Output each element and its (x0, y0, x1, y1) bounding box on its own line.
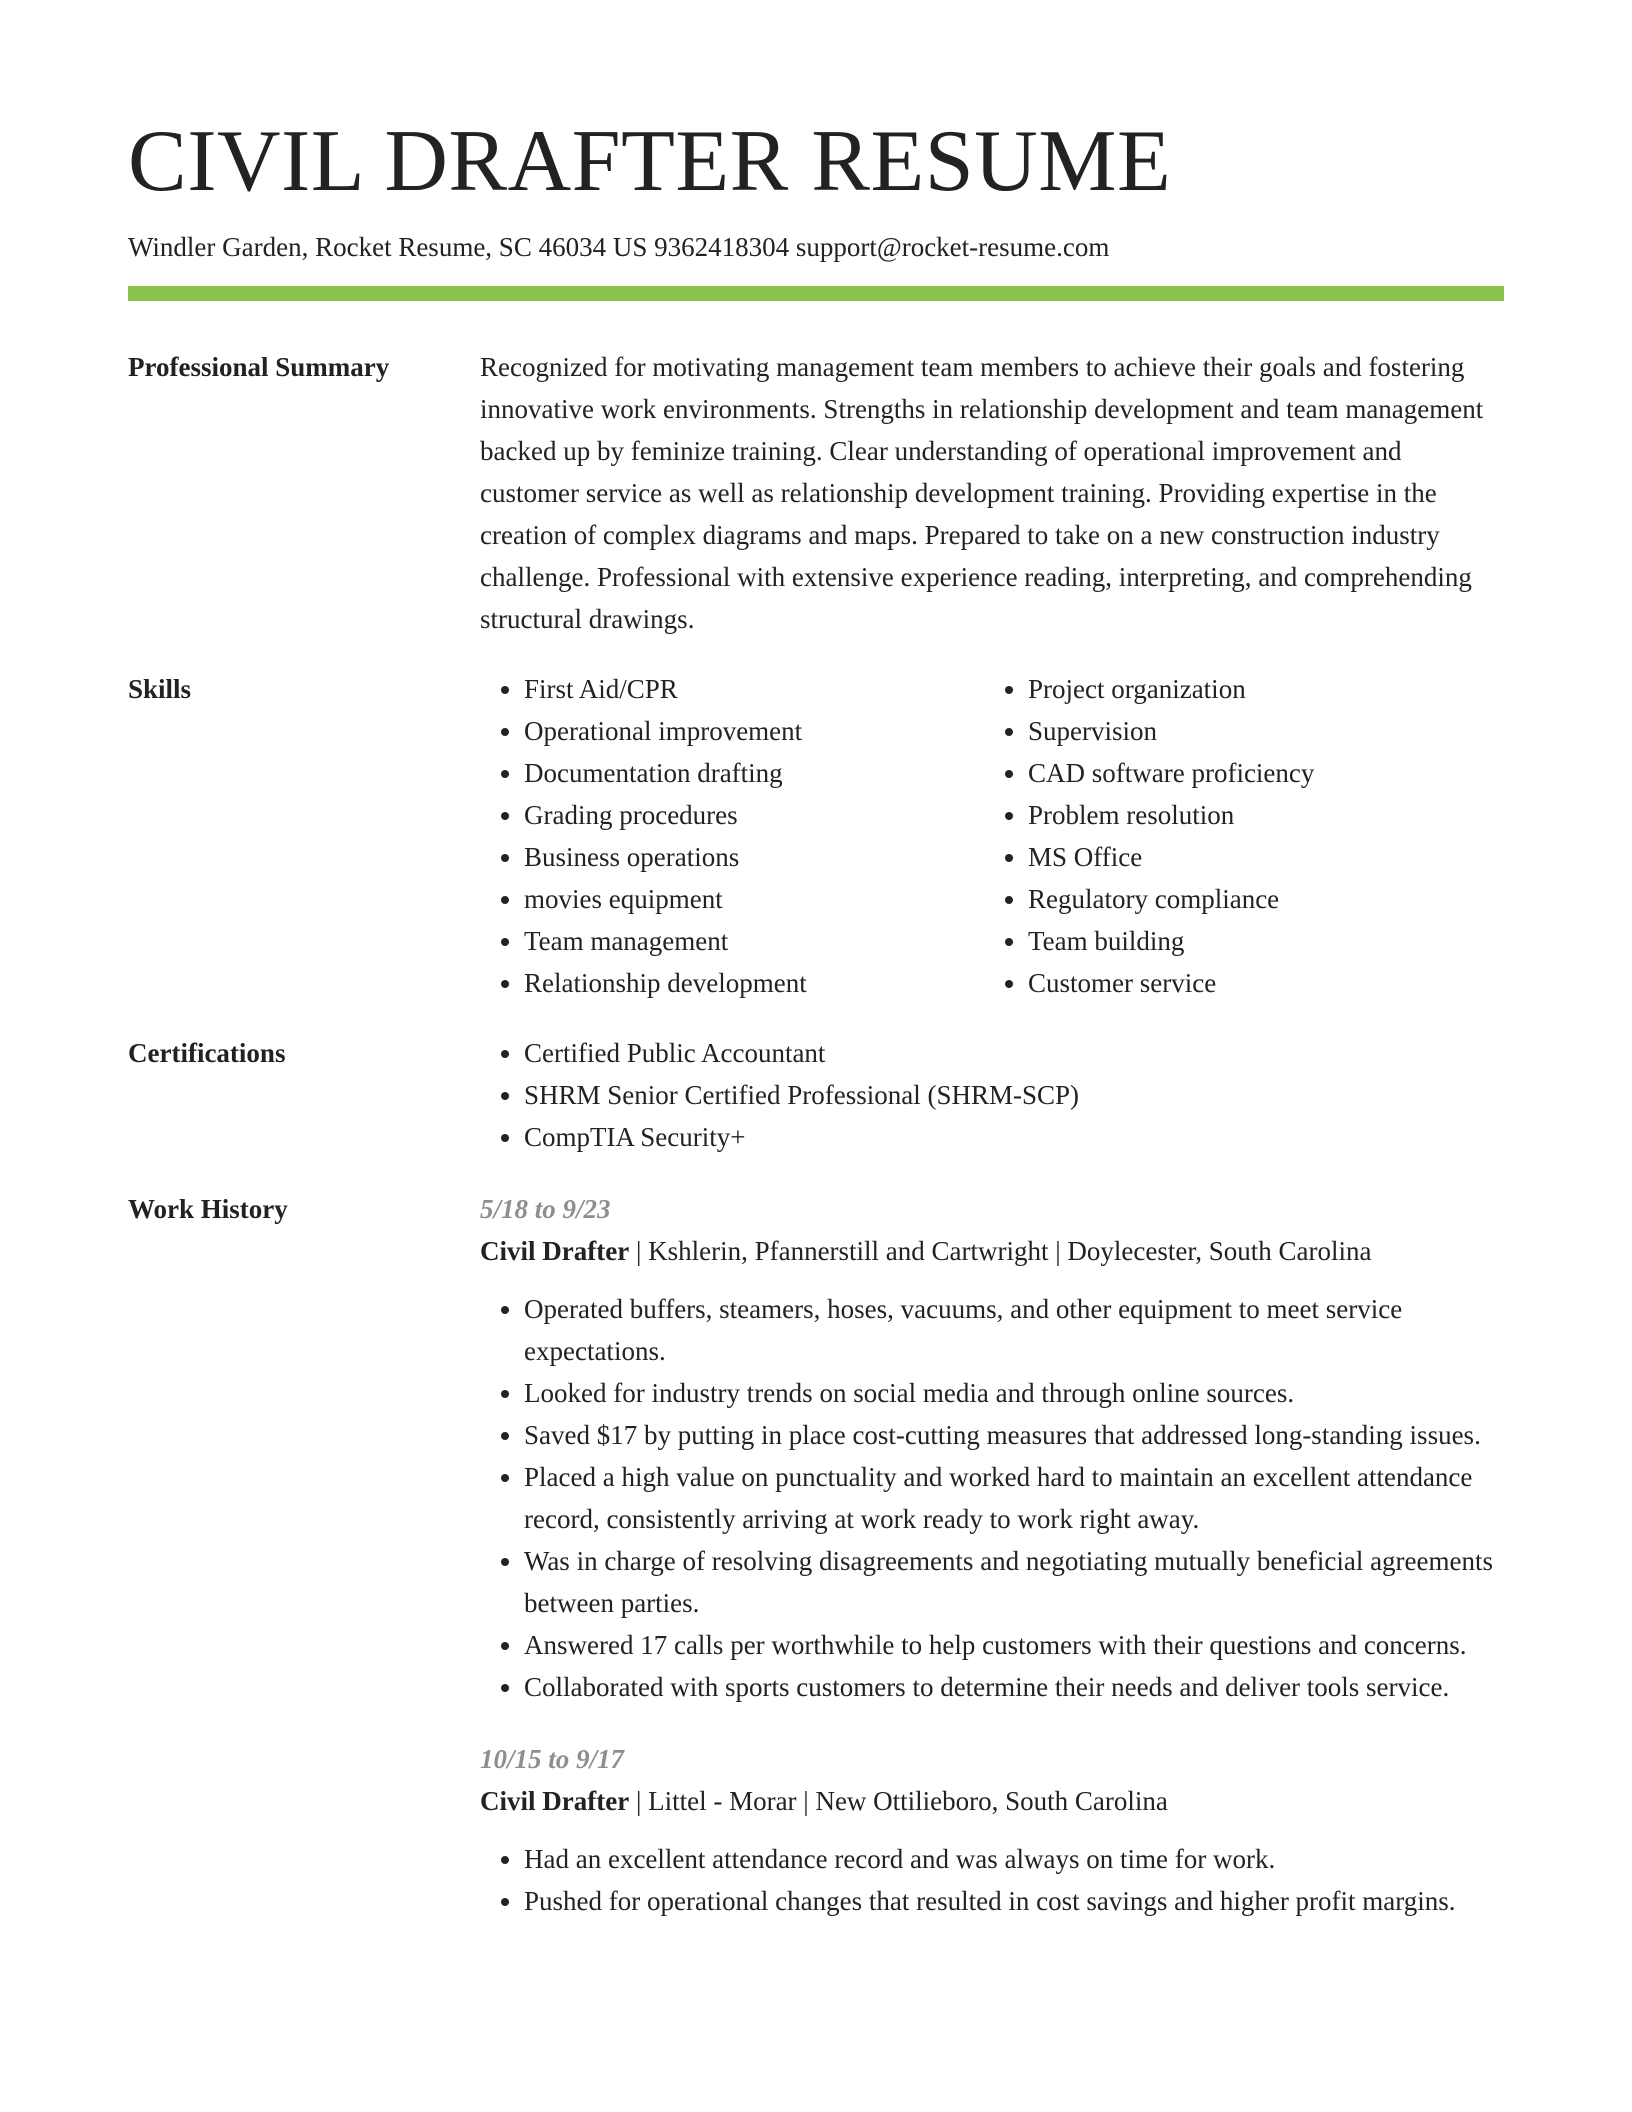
accent-divider (128, 286, 1504, 301)
certification-item: • SHRM Senior Certified Professional (SHRM-SCP) (524, 1074, 1504, 1116)
section-label-summary: Professional Summary (128, 352, 390, 382)
skills-list-left (480, 668, 984, 1004)
skills-list-right (984, 668, 1532, 1004)
job-bullets (480, 1838, 1504, 1922)
job-entry (480, 1188, 1504, 1708)
section-label-certifications: Certifications (128, 1038, 286, 1068)
job-employer-location: | Kshlerin, Pfannerstill and Cartwright | Doylecester, South Carolina (629, 1236, 1372, 1266)
section-label-work-history: Work History (128, 1194, 288, 1224)
job-dates: 10/15 to 9/17 (480, 1744, 625, 1774)
skill-item: • Regulatory compliance (1028, 878, 1532, 920)
resume-title: CIVIL DRAFTER RESUME (128, 113, 1172, 210)
certification-item: • CompTIA Security+ (524, 1116, 1504, 1158)
job-title: Civil Drafter (480, 1236, 630, 1266)
job-bullet: • Saved $17 by putting in place cost-cutting measures that addressed long-standing issues. (524, 1414, 1504, 1456)
skill-item: • MS Office (1028, 836, 1532, 878)
skill-item: • Grading procedures (524, 794, 984, 836)
skill-item: • First Aid/CPR (524, 668, 984, 710)
certifications-list (480, 1032, 1504, 1158)
job-bullet: • Operated buffers, steamers, hoses, vacuums, and other equipment to meet service expectations. (524, 1288, 1504, 1372)
job-title: Civil Drafter (480, 1786, 630, 1816)
skill-item: • Relationship development (524, 962, 984, 1004)
work-history-body (480, 1188, 1504, 1922)
job-bullets (480, 1288, 1504, 1708)
job-entry (480, 1738, 1504, 1922)
skill-item: • Supervision (1028, 710, 1532, 752)
skill-item: • Team management (524, 920, 984, 962)
job-employer-location: | Littel - Morar | New Ottilieboro, South Carolina (629, 1786, 1168, 1816)
job-heading (480, 1230, 1504, 1272)
contact-line: Windler Garden, Rocket Resume, SC 46034 US 9362418304 support@rocket-resume.com (128, 232, 1110, 262)
skill-item: • Team building (1028, 920, 1532, 962)
summary-text: Recognized for motivating management team members to achieve their goals and fostering innovative work environments. Strengths in relationship development and team management backed up by feminize training. Clear understanding of operational improvement and customer service as well as relationship development training. Providing expertise in the creation of complex diagrams and maps. Prepared to take on a new construction industry challenge. Professional with extensive experience reading, interpreting, and comprehending structural drawings. (480, 352, 1484, 634)
skill-item: • Project organization (1028, 668, 1532, 710)
job-bullet: • Collaborated with sports customers to determine their needs and deliver tools service. (524, 1666, 1504, 1708)
summary-body (480, 346, 1504, 640)
skill-item: • CAD software proficiency (1028, 752, 1532, 794)
skill-item: • Customer service (1028, 962, 1532, 1004)
job-heading (480, 1780, 1504, 1822)
job-bullet: • Placed a high value on punctuality and worked hard to maintain an excellent attendance record, consistently arriving at work ready to work right away. (524, 1456, 1504, 1540)
skills-body (480, 668, 1504, 1004)
skill-item: • Problem resolution (1028, 794, 1532, 836)
job-dates: 5/18 to 9/23 (480, 1194, 611, 1224)
skill-item: • Business operations (524, 836, 984, 878)
job-bullet: • Was in charge of resolving disagreements and negotiating mutually beneficial agreements between parties. (524, 1540, 1504, 1624)
certifications-body (480, 1032, 1504, 1158)
skill-item: • movies equipment (524, 878, 984, 920)
job-bullet: • Had an excellent attendance record and was always on time for work. (524, 1838, 1504, 1880)
skill-item: • Documentation drafting (524, 752, 984, 794)
job-bullet: • Pushed for operational changes that resulted in cost savings and higher profit margins. (524, 1880, 1504, 1922)
job-bullet: • Answered 17 calls per worthwhile to help customers with their questions and concerns. (524, 1624, 1504, 1666)
skill-item: • Operational improvement (524, 710, 984, 752)
section-label-skills: Skills (128, 674, 192, 704)
certification-item: • Certified Public Accountant (524, 1032, 1504, 1074)
job-bullet: • Looked for industry trends on social media and through online sources. (524, 1372, 1504, 1414)
